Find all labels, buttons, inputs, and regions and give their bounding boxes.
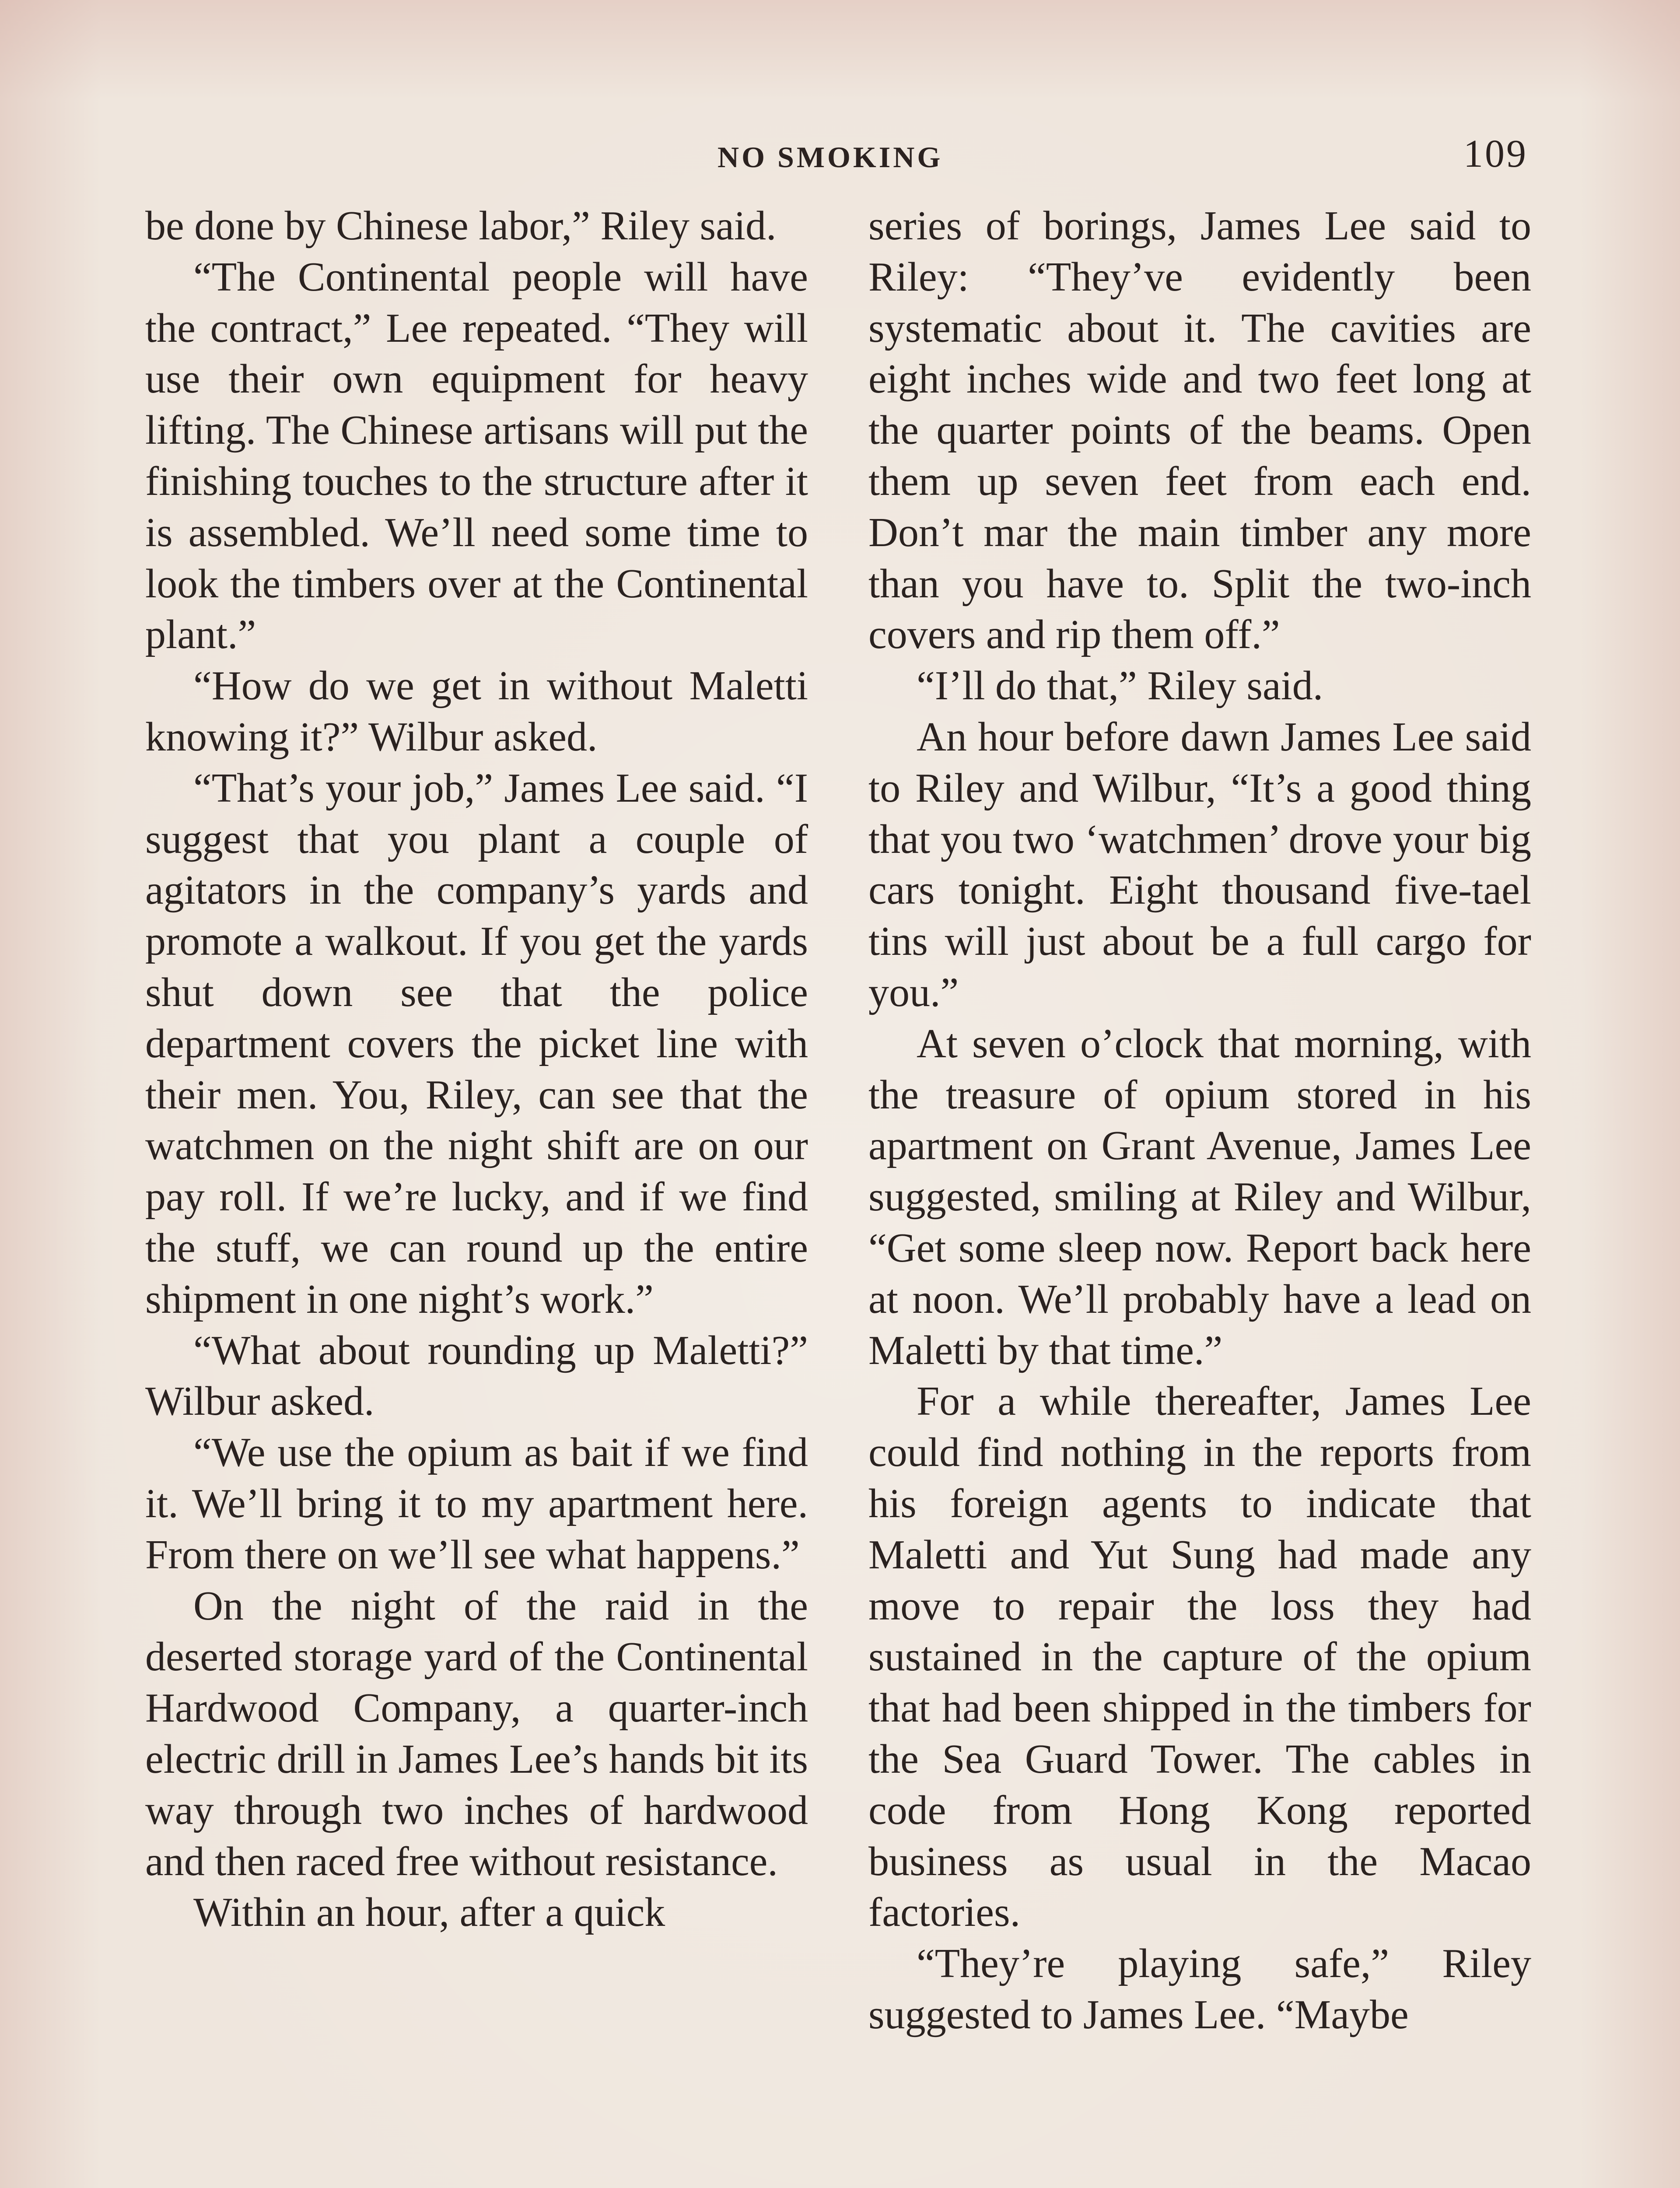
paragraph: “They’re playing safe,” Riley suggested to James Lee. “Maybe <box>868 1941 1531 2037</box>
paragraph: be done by Chinese labor,” Riley said. <box>145 203 777 249</box>
left-column <box>145 200 808 1938</box>
right-column <box>868 200 1531 2041</box>
paragraph: “What about rounding up Maletti?” Wilbur asked. <box>145 1327 808 1424</box>
paragraph: “How do we get in without Maletti knowing it?” Wilbur asked. <box>145 663 808 760</box>
paragraph: series of borings, James Lee said to Riley: “They’ve evidently been systematic about it. The cavities are eight inches wide and two feet long at the quarter points of the beams. Open them up seven feet from each end. Don’t mar the main timber any more than you have to. Split the two-inch covers and rip them off.” <box>868 203 1531 658</box>
paragraph: “We use the opium as bait if we find it. We’ll bring it to my apartment here. From there on we’ll see what happens.” <box>145 1430 808 1578</box>
paragraph: An hour before dawn James Lee said to Riley and Wilbur, “It’s a good thing that you two ‘watchmen’ drove your big cars tonight. Eight thousand five-tael tins will just about be a full cargo for you.” <box>868 714 1531 1015</box>
running-head <box>0 131 1680 179</box>
page-number: 109 <box>1463 132 1528 175</box>
paragraph: Within an hour, after a quick <box>193 1890 665 1936</box>
running-head-title: NO SMOKING <box>718 140 943 174</box>
paragraph: “I’ll do that,” Riley said. <box>917 663 1323 709</box>
paragraph: “That’s your job,” James Lee said. “I suggest that you plant a couple of agitators in the company’s yards and promote a walkout. If you get the yards shut down see that the police department covers the picket line with their men. You, Riley, can see that the watchmen on the night shift are on our pay roll. If we’re lucky, and if we find the stuff, we can round up the entire shipment in one night’s work.” <box>145 765 808 1322</box>
paragraph: On the night of the raid in the deserted storage yard of the Continental Hardwood Company, a quarter-inch electric drill in James Lee’s hands bit its way through two inches of hardwood and then raced free without resistance. <box>145 1583 808 1884</box>
paragraph: For a while thereafter, James Lee could find nothing in the reports from his foreign agents to indicate that Maletti and Yut Sung had made any move to repair the loss they had sustained in the capture of the opium that had been shipped in the timbers for the Sea Guard Tower. The cables in code from Hong Kong reported business as usual in the Macao factories. <box>868 1378 1531 1936</box>
paragraph: “The Continental people will have the contract,” Lee repeated. “They will use their own equipment for heavy lifting. The Chinese artisans will put the finishing touches to the structure after it is assembled. We’ll need some time to look the timbers over at the Continental plant.” <box>145 254 808 658</box>
paragraph: At seven o’clock that morning, with the treasure of opium stored in his apartment on Grant Avenue, James Lee suggested, smiling at Riley and Wilbur, “Get some sleep now. Report back here at noon. We’ll probably have a lead on Maletti by that time.” <box>868 1020 1531 1373</box>
